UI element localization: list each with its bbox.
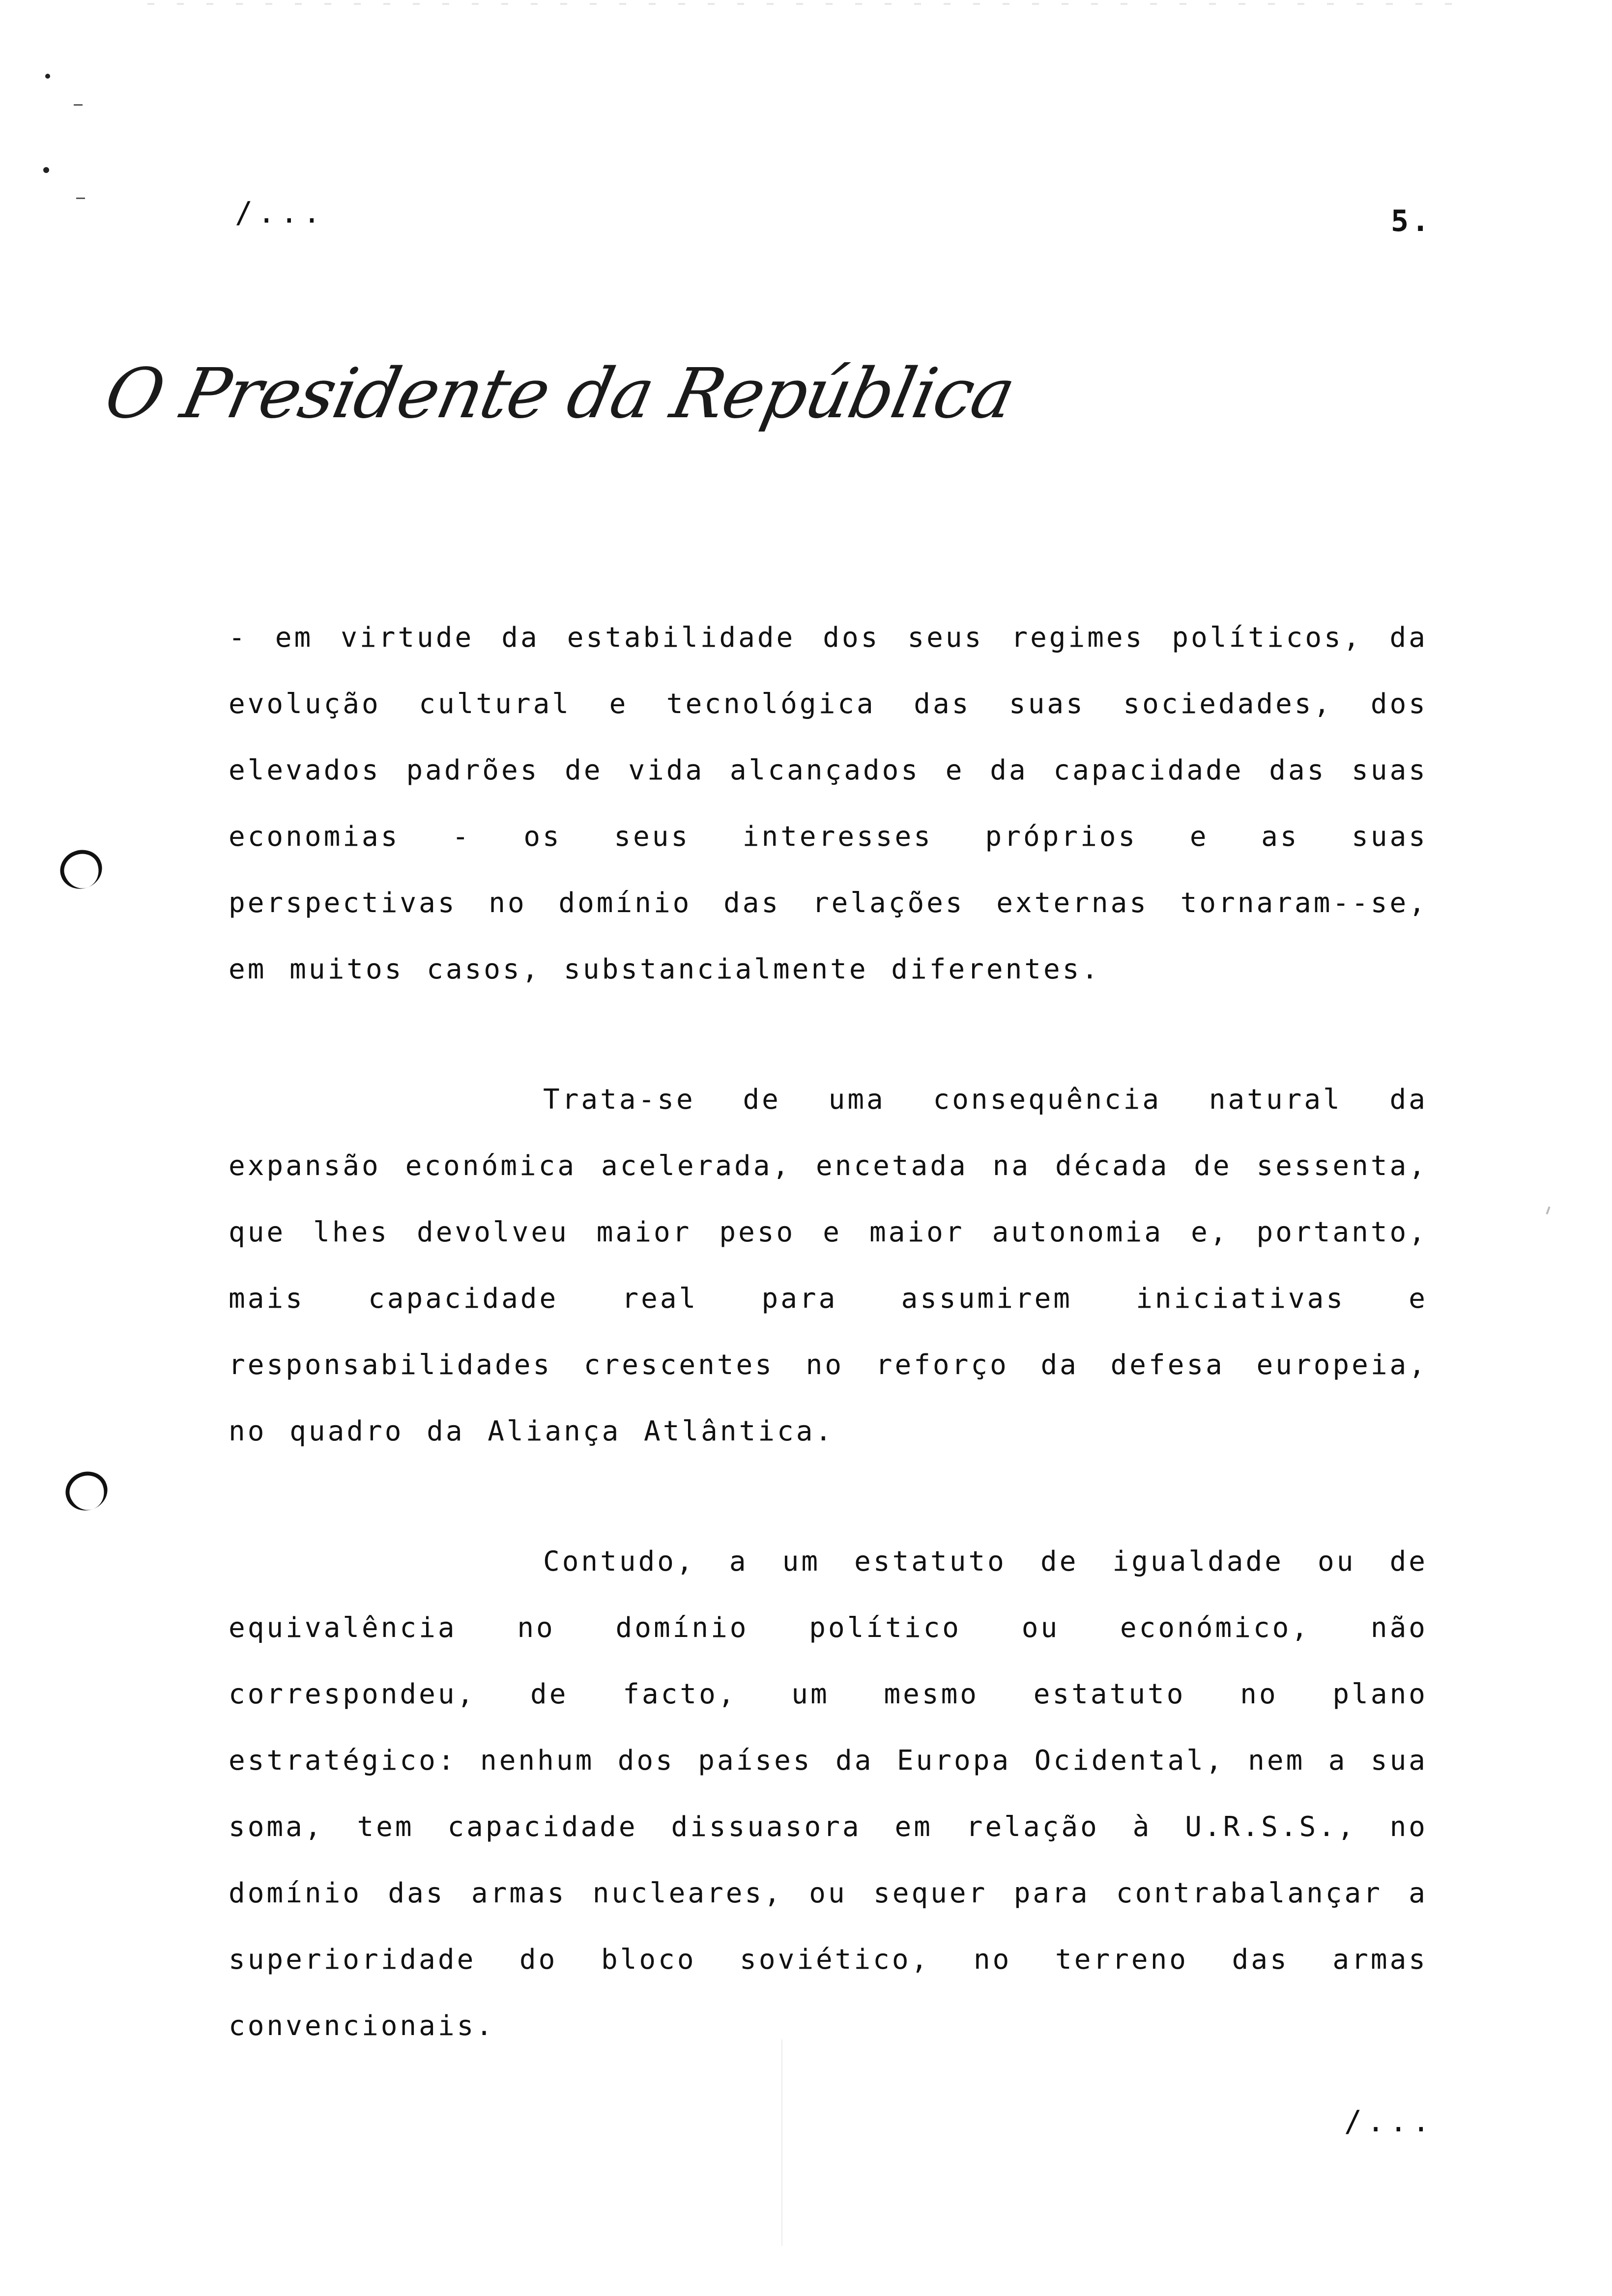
continuation-mark-top: /... [235,196,326,230]
paragraph-economic-expansion: Trata-se de uma consequência natural da expansão económica acelerada, encetada na década de sessenta, que lhes devolveu maior peso e maior autonomia e, portanto, mais capacidade real para assumirem iniciativas e responsabilidades crescentes no reforço da defesa europeia, no quadro da Aliança Atlântica. [229,1084,1428,1447]
page-number: 5. [1391,204,1433,238]
scan-speck [1546,1206,1550,1214]
scan-artifact-line [781,2039,782,2246]
body-text [229,604,1428,2059]
scan-dash [74,104,83,106]
scan-dash [76,198,85,199]
letterhead-presidente-da-republica: O Presidente da República [98,354,1021,434]
paragraph-political-stability: - em virtude da estabilidade dos seus regimes políticos, da evolução cultural e tecnológica das suas sociedades, dos elevados padrões de vida alcançados e da capacidade das suas economias - os seus interesses próprios e as suas perspectivas no domínio das relações externas tornaram--se, em muitos casos, substancialmente diferentes. [229,622,1428,985]
margin-binding-mark [55,844,107,895]
scan-edge-noise [147,3,1474,5]
paragraph-strategic-status: Contudo, a um estatuto de igualdade ou de equivalência no domínio político ou económico, não correspondeu, de facto, um mesmo estatuto no plano estratégico: nenhum dos países da Europa Ocidental, nem a sua soma, tem capacidade dissuasora em relação à U.R.S.S., no domínio das armas nucleares, ou sequer para contrabalançar a superioridade do bloco soviético, no terreno das armas convencionais. [229,1546,1428,2042]
scan-dot [45,74,50,79]
scan-dot [43,167,49,173]
margin-binding-mark [60,1466,113,1517]
continuation-mark-bottom: /... [1344,2104,1435,2139]
